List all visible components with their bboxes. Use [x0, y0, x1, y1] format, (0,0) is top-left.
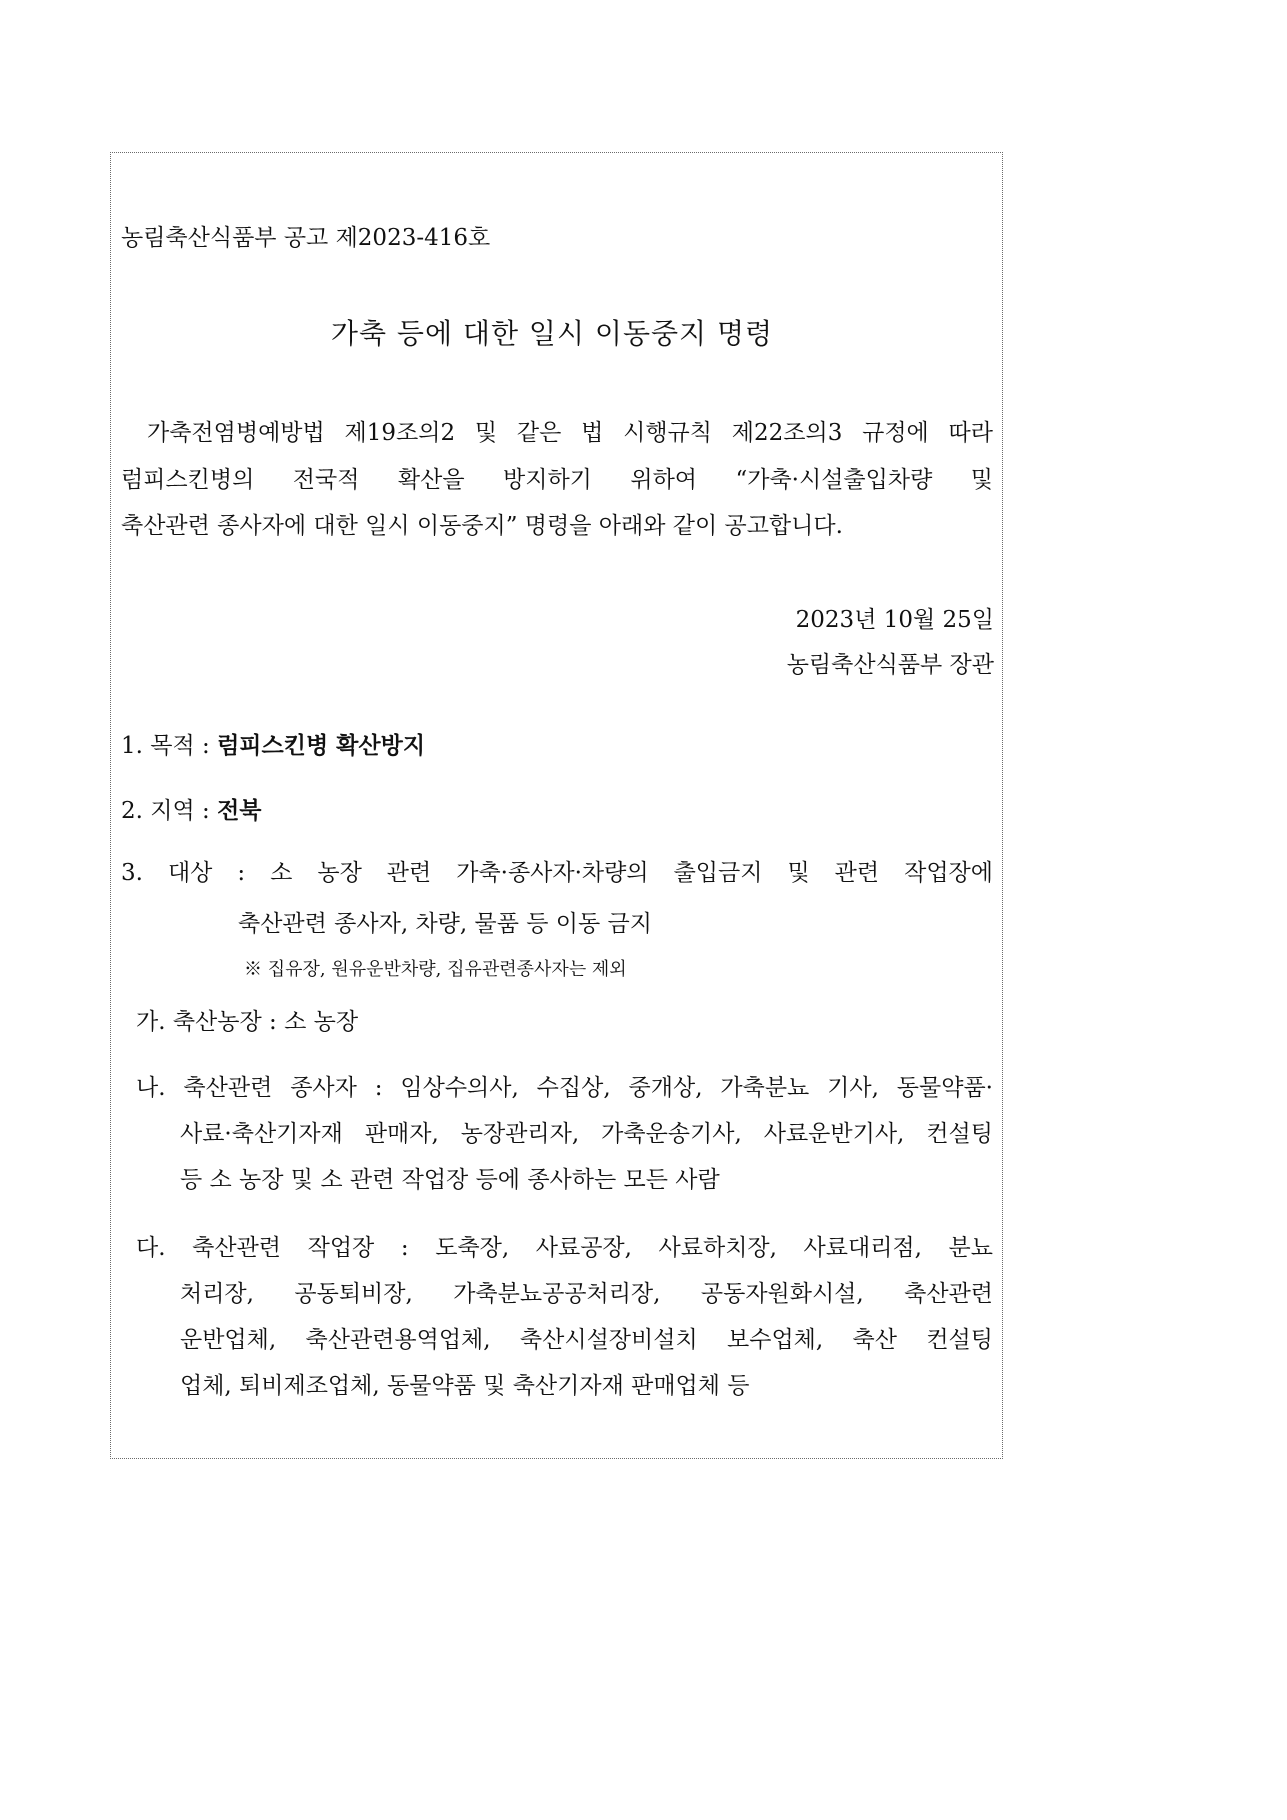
body-line: 축산관련 종사자에 대한 일시 이동중지” 명령을 아래와 같이 공고합니다.	[121, 513, 843, 539]
item-target-line: 축산관련 종사자, 차량, 물품 등 이동 금지	[238, 911, 652, 937]
notice-number: 농림축산식품부 공고 제2023-416호	[121, 225, 491, 251]
notice-date: 2023년 10월 25일	[795, 607, 994, 633]
sub-item-line: 사료·축산기자재 판매자, 농장관리자, 가축운송기사, 사료운반기사, 컨설팅	[180, 1121, 993, 1147]
body-line: 럼피스킨병의 전국적 확산을 방지하기 위하여 “가축·시설출입차량 및	[121, 466, 993, 493]
item-region-label: 2. 지역 :	[121, 798, 210, 824]
item-purpose	[121, 731, 425, 761]
sub-item-line: 다. 축산관련 작업장 : 도축장, 사료공장, 사료하치장, 사료대리점, 분뇨	[136, 1235, 993, 1261]
item-target-line: 3. 대상 : 소 농장 관련 가축·종사자·차량의 출입금지 및 관련 작업장에	[121, 860, 993, 886]
item-purpose-label: 1. 목적 :	[121, 733, 210, 759]
sub-item-line: 처리장, 공동퇴비장, 가축분뇨공공처리장, 공동자원화시설, 축산관련	[180, 1281, 993, 1307]
item-purpose-value: 럼피스킨병 확산방지	[217, 732, 426, 759]
issuer: 농림축산식품부 장관	[786, 652, 994, 678]
body-paragraph	[121, 410, 993, 550]
item-region-value: 전북	[217, 797, 262, 824]
sub-item-workplaces	[136, 1225, 993, 1409]
item-region	[121, 796, 262, 826]
sub-item-line: 운반업체, 축산관련용역업체, 축산시설장비설치 보수업체, 축산 컨설팅	[180, 1327, 993, 1353]
sub-item-line: 등 소 농장 및 소 관련 작업장 등에 종사하는 모든 사람	[180, 1167, 720, 1193]
sub-item-livestock-farm: 가. 축산농장 : 소 농장	[136, 1009, 359, 1035]
body-line: 가축전염병예방법 제19조의2 및 같은 법 시행규칙 제22조의3 규정에 따라	[147, 420, 993, 446]
sub-item-workers	[136, 1065, 993, 1203]
sub-item-line: 나. 축산관련 종사자 : 임상수의사, 수집상, 중개상, 가축분뇨 기사, 동물약품·	[136, 1075, 993, 1101]
item-target-note: ※ 집유장, 원유운반차량, 집유관련종사자는 제외	[244, 959, 627, 980]
document-title: 가축 등에 대한 일시 이동중지 명령	[330, 317, 774, 350]
sub-item-line: 업체, 퇴비제조업체, 동물약품 및 축산기자재 판매업체 등	[180, 1373, 750, 1399]
